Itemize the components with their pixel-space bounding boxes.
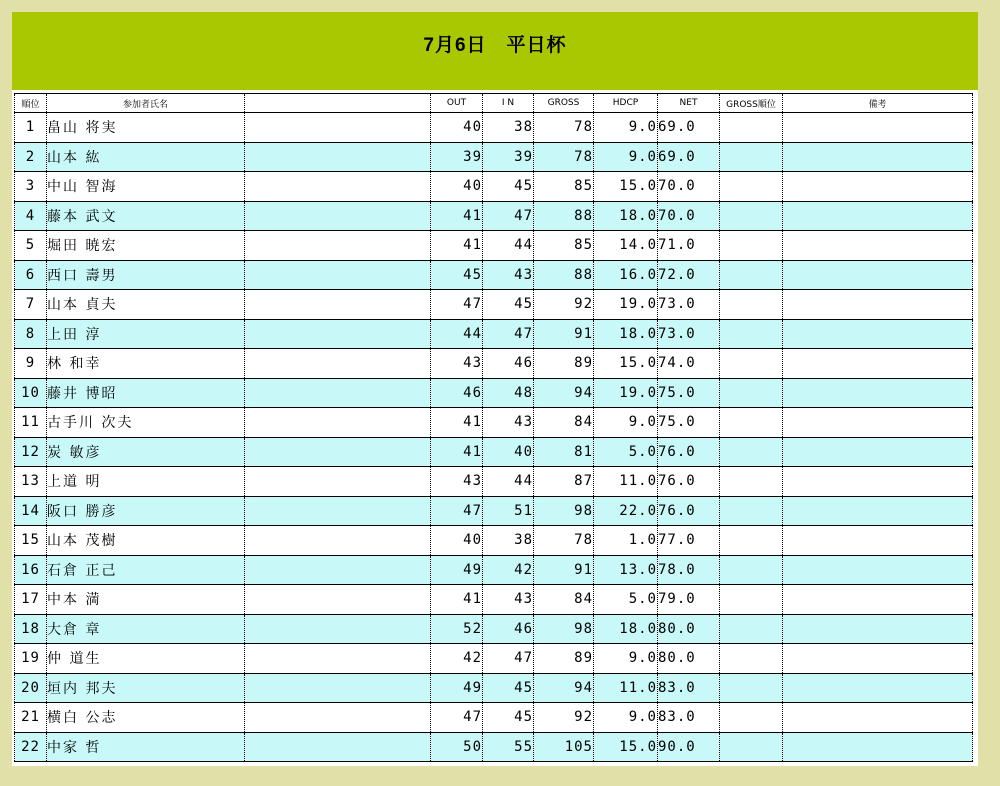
cell-out: 41 bbox=[431, 437, 483, 467]
cell-blank bbox=[245, 172, 431, 202]
cell-gross-rank bbox=[720, 290, 783, 320]
cell-gross-rank bbox=[720, 585, 783, 615]
cell-net: 79.0 bbox=[658, 585, 720, 615]
cell-rank: 1 bbox=[15, 113, 47, 143]
cell-hdcp: 19.0 bbox=[594, 290, 658, 320]
header-rank: 順位 bbox=[15, 94, 47, 113]
cell-out: 42 bbox=[431, 644, 483, 674]
cell-gross-rank bbox=[720, 349, 783, 379]
cell-net: 70.0 bbox=[658, 201, 720, 231]
cell-name: 大倉 章 bbox=[47, 614, 245, 644]
table-row bbox=[15, 319, 973, 349]
header-out: OUT bbox=[431, 94, 483, 113]
cell-in: 45 bbox=[483, 673, 534, 703]
cell-rank: 16 bbox=[15, 555, 47, 585]
cell-net: 77.0 bbox=[658, 526, 720, 556]
cell-out: 52 bbox=[431, 614, 483, 644]
cell-name: 藤本 武文 bbox=[47, 201, 245, 231]
cell-name: 石倉 正己 bbox=[47, 555, 245, 585]
cell-in: 47 bbox=[483, 201, 534, 231]
cell-in: 51 bbox=[483, 496, 534, 526]
cell-out: 49 bbox=[431, 673, 483, 703]
cell-in: 43 bbox=[483, 408, 534, 438]
cell-rank: 21 bbox=[15, 703, 47, 733]
cell-name: 藤井 博昭 bbox=[47, 378, 245, 408]
table-row bbox=[15, 408, 973, 438]
header-blank bbox=[245, 94, 431, 113]
cell-gross: 92 bbox=[534, 290, 594, 320]
table-row bbox=[15, 172, 973, 202]
cell-net: 78.0 bbox=[658, 555, 720, 585]
cell-gross-rank bbox=[720, 408, 783, 438]
cell-blank bbox=[245, 673, 431, 703]
cell-hdcp: 15.0 bbox=[594, 349, 658, 379]
cell-name: 仲 道生 bbox=[47, 644, 245, 674]
cell-name: 山本 貞夫 bbox=[47, 290, 245, 320]
cell-rank: 14 bbox=[15, 496, 47, 526]
cell-name: 垣内 邦夫 bbox=[47, 673, 245, 703]
cell-gross: 91 bbox=[534, 319, 594, 349]
cell-out: 43 bbox=[431, 467, 483, 497]
header-name: 参加者氏名 bbox=[47, 94, 245, 113]
cell-hdcp: 22.0 bbox=[594, 496, 658, 526]
table-row bbox=[15, 555, 973, 585]
cell-remarks bbox=[783, 614, 973, 644]
cell-gross-rank bbox=[720, 614, 783, 644]
cell-net: 75.0 bbox=[658, 408, 720, 438]
table-row bbox=[15, 231, 973, 261]
cell-rank: 9 bbox=[15, 349, 47, 379]
cell-rank: 2 bbox=[15, 142, 47, 172]
cell-name: 中本 満 bbox=[47, 585, 245, 615]
cell-hdcp: 14.0 bbox=[594, 231, 658, 261]
table-row bbox=[15, 113, 973, 143]
cell-out: 47 bbox=[431, 496, 483, 526]
cell-remarks bbox=[783, 319, 973, 349]
cell-net: 83.0 bbox=[658, 703, 720, 733]
cell-gross: 98 bbox=[534, 614, 594, 644]
table-row bbox=[15, 732, 973, 762]
cell-gross-rank bbox=[720, 319, 783, 349]
cell-rank: 8 bbox=[15, 319, 47, 349]
cell-rank: 19 bbox=[15, 644, 47, 674]
cell-blank bbox=[245, 408, 431, 438]
cell-hdcp: 15.0 bbox=[594, 172, 658, 202]
cell-gross: 78 bbox=[534, 142, 594, 172]
table-row bbox=[15, 496, 973, 526]
cell-gross: 78 bbox=[534, 113, 594, 143]
cell-hdcp: 9.0 bbox=[594, 644, 658, 674]
cell-in: 45 bbox=[483, 703, 534, 733]
cell-out: 41 bbox=[431, 585, 483, 615]
cell-rank: 6 bbox=[15, 260, 47, 290]
cell-in: 55 bbox=[483, 732, 534, 762]
cell-remarks bbox=[783, 201, 973, 231]
header-gross-rank: GROSS順位 bbox=[720, 94, 783, 113]
cell-hdcp: 5.0 bbox=[594, 585, 658, 615]
cell-out: 47 bbox=[431, 290, 483, 320]
cell-name: 阪口 勝彦 bbox=[47, 496, 245, 526]
cell-gross-rank bbox=[720, 437, 783, 467]
cell-hdcp: 16.0 bbox=[594, 260, 658, 290]
page-title: 7月6日 平日杯 bbox=[423, 34, 567, 56]
cell-net: 69.0 bbox=[658, 113, 720, 143]
cell-gross: 94 bbox=[534, 673, 594, 703]
cell-out: 41 bbox=[431, 408, 483, 438]
cell-blank bbox=[245, 290, 431, 320]
cell-name: 山本 茂樹 bbox=[47, 526, 245, 556]
cell-rank: 10 bbox=[15, 378, 47, 408]
cell-blank bbox=[245, 349, 431, 379]
cell-name: 上道 明 bbox=[47, 467, 245, 497]
cell-blank bbox=[245, 260, 431, 290]
cell-net: 70.0 bbox=[658, 172, 720, 202]
cell-out: 41 bbox=[431, 231, 483, 261]
cell-in: 43 bbox=[483, 260, 534, 290]
cell-net: 73.0 bbox=[658, 319, 720, 349]
cell-in: 38 bbox=[483, 113, 534, 143]
cell-in: 44 bbox=[483, 467, 534, 497]
cell-out: 50 bbox=[431, 732, 483, 762]
cell-gross-rank bbox=[720, 172, 783, 202]
cell-remarks bbox=[783, 526, 973, 556]
cell-rank: 18 bbox=[15, 614, 47, 644]
cell-remarks bbox=[783, 585, 973, 615]
cell-hdcp: 9.0 bbox=[594, 113, 658, 143]
cell-blank bbox=[245, 496, 431, 526]
cell-gross: 89 bbox=[534, 644, 594, 674]
cell-name: 上田 淳 bbox=[47, 319, 245, 349]
cell-name: 堀田 暁宏 bbox=[47, 231, 245, 261]
cell-in: 38 bbox=[483, 526, 534, 556]
cell-net: 76.0 bbox=[658, 437, 720, 467]
cell-blank bbox=[245, 113, 431, 143]
cell-gross: 88 bbox=[534, 260, 594, 290]
cell-net: 71.0 bbox=[658, 231, 720, 261]
cell-blank bbox=[245, 231, 431, 261]
cell-name: 横白 公志 bbox=[47, 703, 245, 733]
cell-name: 西口 壽男 bbox=[47, 260, 245, 290]
cell-blank bbox=[245, 437, 431, 467]
cell-gross-rank bbox=[720, 201, 783, 231]
cell-in: 40 bbox=[483, 437, 534, 467]
cell-net: 69.0 bbox=[658, 142, 720, 172]
cell-in: 46 bbox=[483, 614, 534, 644]
cell-hdcp: 18.0 bbox=[594, 319, 658, 349]
cell-out: 49 bbox=[431, 555, 483, 585]
cell-out: 47 bbox=[431, 703, 483, 733]
cell-remarks bbox=[783, 644, 973, 674]
cell-gross-rank bbox=[720, 496, 783, 526]
cell-gross: 89 bbox=[534, 349, 594, 379]
table-row bbox=[15, 349, 973, 379]
header-remarks: 備考 bbox=[783, 94, 973, 113]
cell-name: 林 和幸 bbox=[47, 349, 245, 379]
cell-hdcp: 18.0 bbox=[594, 201, 658, 231]
cell-rank: 4 bbox=[15, 201, 47, 231]
cell-gross: 98 bbox=[534, 496, 594, 526]
cell-blank bbox=[245, 732, 431, 762]
cell-gross: 105 bbox=[534, 732, 594, 762]
table-row bbox=[15, 437, 973, 467]
cell-hdcp: 11.0 bbox=[594, 673, 658, 703]
cell-in: 43 bbox=[483, 585, 534, 615]
cell-out: 41 bbox=[431, 201, 483, 231]
cell-hdcp: 18.0 bbox=[594, 614, 658, 644]
table-row bbox=[15, 142, 973, 172]
cell-blank bbox=[245, 142, 431, 172]
cell-net: 76.0 bbox=[658, 467, 720, 497]
cell-gross: 94 bbox=[534, 378, 594, 408]
cell-in: 48 bbox=[483, 378, 534, 408]
cell-remarks bbox=[783, 408, 973, 438]
cell-hdcp: 9.0 bbox=[594, 703, 658, 733]
cell-rank: 15 bbox=[15, 526, 47, 556]
cell-out: 45 bbox=[431, 260, 483, 290]
table-row bbox=[15, 703, 973, 733]
cell-out: 43 bbox=[431, 349, 483, 379]
cell-remarks bbox=[783, 113, 973, 143]
header-hdcp: HDCP bbox=[594, 94, 658, 113]
cell-name: 炭 敏彦 bbox=[47, 437, 245, 467]
header-net: NET bbox=[658, 94, 720, 113]
cell-hdcp: 13.0 bbox=[594, 555, 658, 585]
cell-rank: 13 bbox=[15, 467, 47, 497]
cell-rank: 11 bbox=[15, 408, 47, 438]
cell-net: 75.0 bbox=[658, 378, 720, 408]
cell-hdcp: 11.0 bbox=[594, 467, 658, 497]
cell-remarks bbox=[783, 732, 973, 762]
cell-rank: 7 bbox=[15, 290, 47, 320]
cell-blank bbox=[245, 201, 431, 231]
cell-remarks bbox=[783, 378, 973, 408]
cell-hdcp: 9.0 bbox=[594, 142, 658, 172]
cell-out: 46 bbox=[431, 378, 483, 408]
cell-remarks bbox=[783, 673, 973, 703]
table-row bbox=[15, 378, 973, 408]
cell-net: 72.0 bbox=[658, 260, 720, 290]
cell-blank bbox=[245, 703, 431, 733]
cell-blank bbox=[245, 614, 431, 644]
cell-hdcp: 19.0 bbox=[594, 378, 658, 408]
cell-hdcp: 1.0 bbox=[594, 526, 658, 556]
cell-out: 44 bbox=[431, 319, 483, 349]
cell-gross: 88 bbox=[534, 201, 594, 231]
cell-net: 80.0 bbox=[658, 644, 720, 674]
cell-in: 44 bbox=[483, 231, 534, 261]
table-row bbox=[15, 260, 973, 290]
cell-gross: 81 bbox=[534, 437, 594, 467]
cell-net: 74.0 bbox=[658, 349, 720, 379]
cell-gross-rank bbox=[720, 142, 783, 172]
results-body bbox=[15, 113, 973, 762]
cell-blank bbox=[245, 319, 431, 349]
cell-remarks bbox=[783, 231, 973, 261]
cell-hdcp: 15.0 bbox=[594, 732, 658, 762]
cell-remarks bbox=[783, 496, 973, 526]
cell-remarks bbox=[783, 349, 973, 379]
cell-rank: 22 bbox=[15, 732, 47, 762]
cell-rank: 17 bbox=[15, 585, 47, 615]
cell-rank: 3 bbox=[15, 172, 47, 202]
cell-in: 46 bbox=[483, 349, 534, 379]
cell-in: 45 bbox=[483, 290, 534, 320]
cell-remarks bbox=[783, 142, 973, 172]
cell-name: 畠山 将実 bbox=[47, 113, 245, 143]
cell-rank: 20 bbox=[15, 673, 47, 703]
cell-gross-rank bbox=[720, 526, 783, 556]
cell-in: 47 bbox=[483, 319, 534, 349]
cell-blank bbox=[245, 555, 431, 585]
cell-gross-rank bbox=[720, 378, 783, 408]
cell-remarks bbox=[783, 555, 973, 585]
cell-gross-rank bbox=[720, 555, 783, 585]
cell-rank: 5 bbox=[15, 231, 47, 261]
cell-remarks bbox=[783, 290, 973, 320]
cell-name: 中家 哲 bbox=[47, 732, 245, 762]
cell-gross: 78 bbox=[534, 526, 594, 556]
table-row bbox=[15, 644, 973, 674]
cell-in: 39 bbox=[483, 142, 534, 172]
cell-gross: 91 bbox=[534, 555, 594, 585]
cell-out: 40 bbox=[431, 172, 483, 202]
header-row bbox=[15, 94, 973, 113]
cell-hdcp: 9.0 bbox=[594, 408, 658, 438]
cell-hdcp: 5.0 bbox=[594, 437, 658, 467]
cell-gross: 87 bbox=[534, 467, 594, 497]
cell-gross-rank bbox=[720, 703, 783, 733]
cell-name: 中山 智海 bbox=[47, 172, 245, 202]
cell-net: 76.0 bbox=[658, 496, 720, 526]
cell-gross-rank bbox=[720, 231, 783, 261]
table-row bbox=[15, 585, 973, 615]
cell-remarks bbox=[783, 437, 973, 467]
cell-remarks bbox=[783, 467, 973, 497]
cell-blank bbox=[245, 467, 431, 497]
cell-name: 古手川 次夫 bbox=[47, 408, 245, 438]
cell-blank bbox=[245, 585, 431, 615]
cell-out: 40 bbox=[431, 526, 483, 556]
cell-name: 山本 紘 bbox=[47, 142, 245, 172]
cell-in: 42 bbox=[483, 555, 534, 585]
cell-gross-rank bbox=[720, 113, 783, 143]
header-gross: GROSS bbox=[534, 94, 594, 113]
cell-gross-rank bbox=[720, 644, 783, 674]
table-row bbox=[15, 673, 973, 703]
cell-net: 83.0 bbox=[658, 673, 720, 703]
cell-gross: 84 bbox=[534, 408, 594, 438]
cell-gross: 85 bbox=[534, 231, 594, 261]
cell-in: 45 bbox=[483, 172, 534, 202]
cell-blank bbox=[245, 644, 431, 674]
results-table bbox=[14, 93, 973, 762]
cell-remarks bbox=[783, 260, 973, 290]
header-in: I N bbox=[483, 94, 534, 113]
cell-out: 39 bbox=[431, 142, 483, 172]
table-row bbox=[15, 290, 973, 320]
cell-rank: 12 bbox=[15, 437, 47, 467]
cell-in: 47 bbox=[483, 644, 534, 674]
cell-blank bbox=[245, 526, 431, 556]
cell-net: 90.0 bbox=[658, 732, 720, 762]
cell-gross: 92 bbox=[534, 703, 594, 733]
title-bar bbox=[12, 12, 978, 90]
cell-gross-rank bbox=[720, 260, 783, 290]
cell-net: 80.0 bbox=[658, 614, 720, 644]
cell-gross-rank bbox=[720, 732, 783, 762]
cell-gross-rank bbox=[720, 673, 783, 703]
cell-out: 40 bbox=[431, 113, 483, 143]
table-row bbox=[15, 201, 973, 231]
cell-gross: 85 bbox=[534, 172, 594, 202]
cell-net: 73.0 bbox=[658, 290, 720, 320]
cell-gross: 84 bbox=[534, 585, 594, 615]
cell-gross-rank bbox=[720, 467, 783, 497]
cell-blank bbox=[245, 378, 431, 408]
table-row bbox=[15, 467, 973, 497]
table-row bbox=[15, 614, 973, 644]
cell-remarks bbox=[783, 703, 973, 733]
cell-remarks bbox=[783, 172, 973, 202]
table-row bbox=[15, 526, 973, 556]
